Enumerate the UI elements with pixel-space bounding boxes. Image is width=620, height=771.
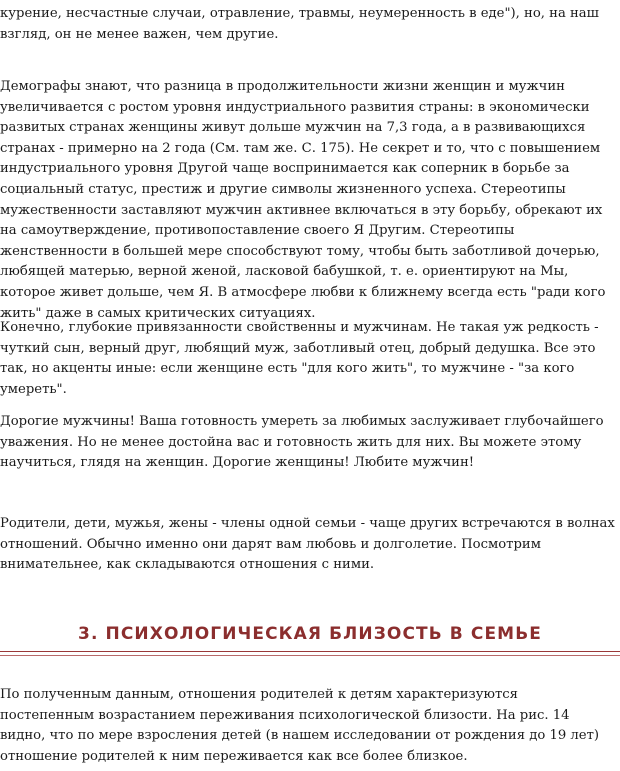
section-heading: 3. ПСИХОЛОГИЧЕСКАЯ БЛИЗОСТЬ В СЕМЬЕ [78,624,542,644]
paragraph-demographics: Демографы знают, что разница в продолжительности жизни женщин и мужчин увеличивается с ростом уровня индустриального развития страны: в экономически развитых странах женщины живут дольше мужчин на 7,3 года, а в развивающихся странах - примерно на 2 года (См. там же. С. 175). Не секрет и то, что с повышением индустриального уровня Другой чаще воспринимается как соперник в борьбе за социальный статус, престиж и другие символы жизненного успеха. Стереотипы мужественности заставляют мужчин активнее включаться в эту борьбу, обрекают их на самоутверждение, противопоставление своего Я Другим. Стереотипы женственности в большей мере способствуют тому, чтобы быть заботливой дочерью, любящей матерью, верной женой, ласковой бабушкой, т. е. ориентируют на Мы, которое живет дольше, чем Я. В атмосфере любви к ближнему всегда есть "ради кого жить" даже в самых критических ситуациях. [0,79,606,321]
paragraph-dear-men: Дорогие мужчины! Ваша готовность умереть за любимых заслуживает глубочайшего уважения. Но не менее достойна вас и готовность жить для них. Вы можете этому научиться, глядя на женщин. Дорогие женщины! Любите мужчин! [0,414,604,471]
paragraph-continuation: курение, несчастные случаи, отравление, травмы, неумеренность в еде"), но, на наш взгляд, он не менее важен, чем другие. [0,6,599,42]
paragraph-parent-child-closeness: По полученным данным, отношения родителей к детям характеризуются постепенным возрастанием переживания психологической близости. На рис. 14 видно, что по мере взросления детей (в нашем исследовании от рождения до 19 лет) отношение родителей к ним переживается как все более близкое. [0,687,600,764]
paragraph-family-members: Родители, дети, мужья, жены - члены одной семьи - чаще других встречаются в волнах отношений. Обычно именно они дарят вам любовь и долголетие. Посмотрим внимательнее, как складываются отношения с ними. [0,516,615,573]
paragraph-men-attachments: Конечно, глубокие привязанности свойственны и мужчинам. Не такая уж редкость - чуткий сын, верный друг, любящий муж, заботливый отец, добрый дедушка. Все это так, но акценты иные: если женщине есть "для кого жить", то мужчине - "за кого умереть". [0,320,599,397]
heading-rule-top [0,651,620,652]
heading-rule-bottom [0,655,620,656]
